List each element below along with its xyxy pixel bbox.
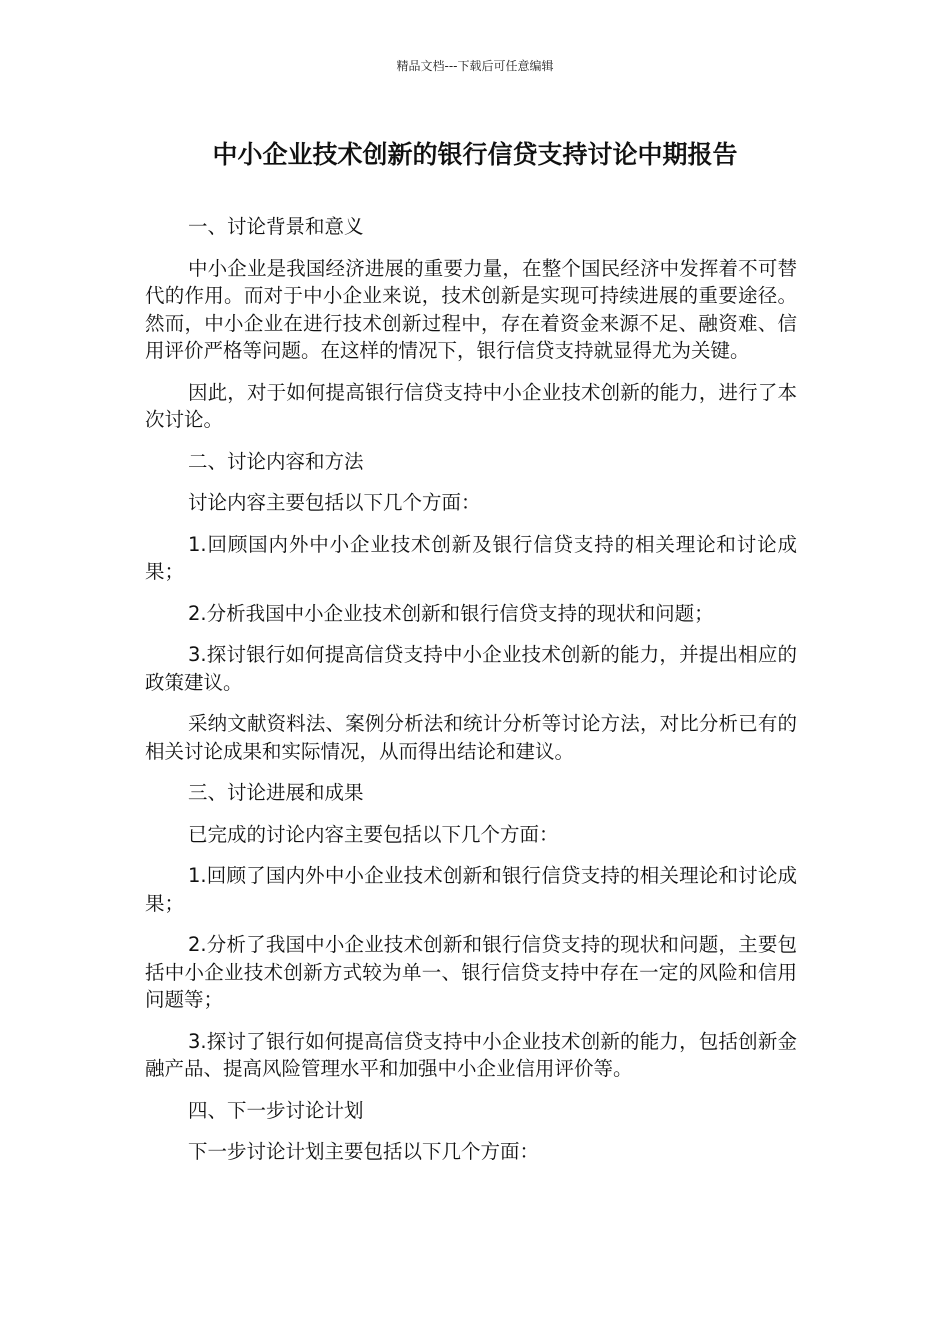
- list-item: 2.分析了我国中小企业技术创新和银行信贷支持的现状和问题，主要包括中小企业技术创新方式较为单一、银行信贷支持中存在一定的风险和信用问题等；: [145, 933, 797, 1011]
- list-item: 1.回顾了国内外中小企业技术创新和银行信贷支持的相关理论和讨论成果；: [145, 864, 797, 915]
- section-heading-content-methods: 二、讨论内容和方法: [188, 449, 364, 473]
- section-heading-progress: 三、讨论进展和成果: [188, 781, 364, 804]
- list-item: 2.分析我国中小企业技术创新和银行信贷支持的现状和问题；: [188, 601, 714, 625]
- paragraph: 讨论内容主要包括以下几个方面：: [188, 491, 481, 514]
- paragraph: 因此，对于如何提高银行信贷支持中小企业技术创新的能力，进行了本次讨论。: [145, 380, 797, 431]
- list-item: 3.探讨了银行如何提高信贷支持中小企业技术创新的能力，包括创新金融产品、提高风险管理水平和加强中小企业信用评价等。: [145, 1029, 797, 1080]
- list-item: 1.回顾国内外中小企业技术创新及银行信贷支持的相关理论和讨论成果；: [145, 532, 797, 583]
- paragraph: 下一步讨论计划主要包括以下几个方面：: [188, 1140, 540, 1163]
- document-body: [145, 213, 797, 1180]
- paragraph: 已完成的讨论内容主要包括以下几个方面：: [188, 822, 559, 846]
- section-heading-background: 一、讨论背景和意义: [188, 215, 364, 238]
- page-header: 精品文档---下载后可任意编辑: [396, 59, 554, 73]
- paragraph: 采纳文献资料法、案例分析法和统计分析等讨论方法，对比分析已有的相关讨论成果和实际情况，从而得出结论和建议。: [145, 712, 797, 763]
- section-heading-next-plan: 四、下一步讨论计划: [188, 1098, 364, 1122]
- document-title: 中小企业技术创新的银行信贷支持讨论中期报告: [212, 140, 738, 169]
- list-item: 3.探讨银行如何提高信贷支持中小企业技术创新的能力，并提出相应的政策建议。: [145, 643, 797, 694]
- paragraph: 中小企业是我国经济进展的重要力量，在整个国民经济中发挥着不可替代的作用。而对于中小企业来说，技术创新是实现可持续进展的重要途径。然而，中小企业在进行技术创新过程中，存在着资金来源不足、融资难、信用评价严格等问题。在这样的情况下，银行信贷支持就显得尤为关键。: [145, 256, 797, 362]
